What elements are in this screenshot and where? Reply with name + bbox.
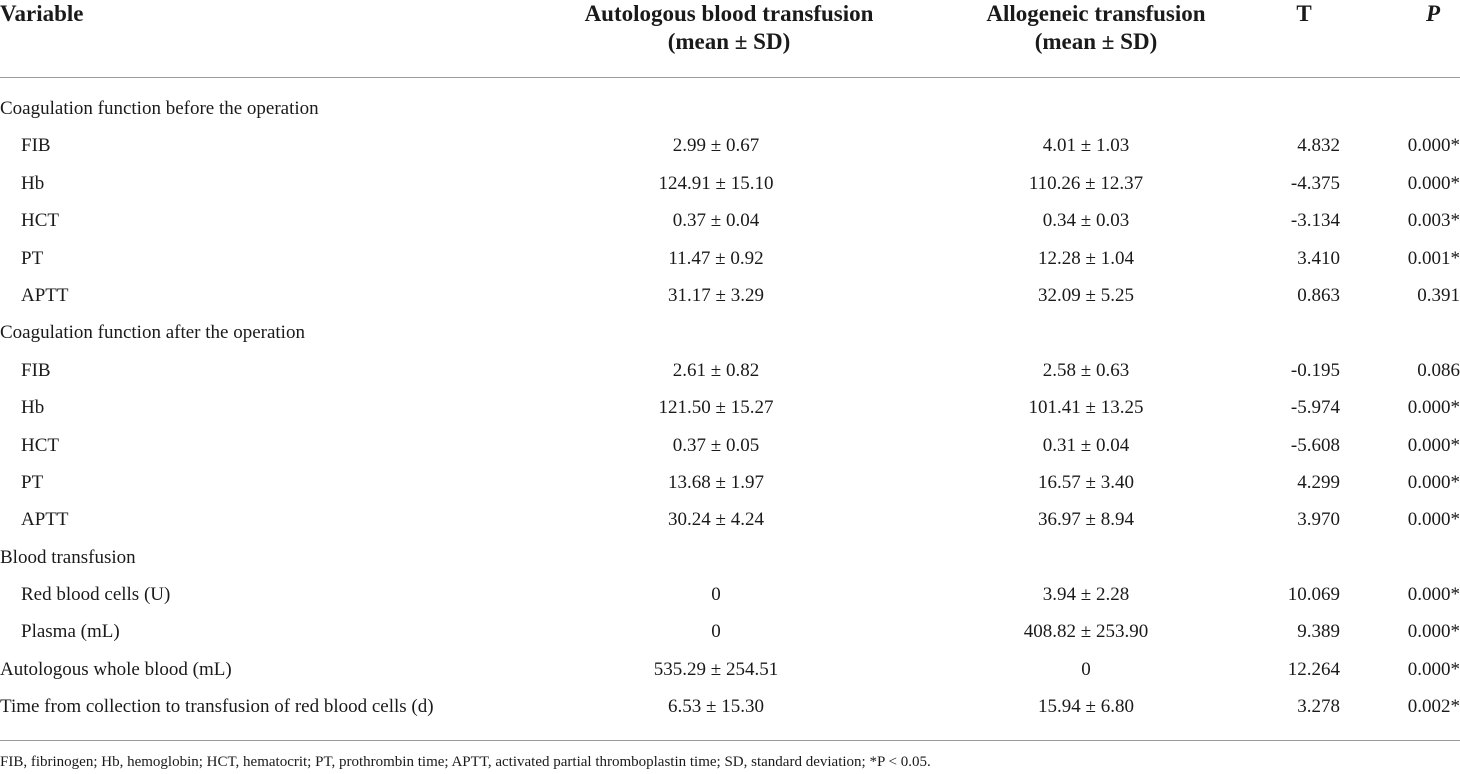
- table-row: [0, 389, 1460, 426]
- cell-variable: PT: [21, 247, 44, 269]
- header-allogeneic-line1: Allogeneic transfusion: [986, 1, 1206, 26]
- cell-t: 4.832: [1297, 135, 1340, 157]
- table-row-section: [0, 539, 1460, 576]
- cell-autologous: 0: [711, 584, 721, 606]
- cell-variable: Red blood cells (U): [21, 584, 171, 606]
- cell-allogeneic: 16.57 ± 3.40: [1038, 471, 1134, 493]
- table-row: [0, 613, 1460, 650]
- cell-t: -0.195: [1290, 359, 1340, 381]
- cell-t: -4.375: [1290, 172, 1340, 194]
- cell-variable: Time from collection to transfusion of red blood cells (d): [0, 696, 434, 718]
- table-row: [0, 352, 1460, 389]
- cell-autologous: 2.99 ± 0.67: [672, 135, 760, 157]
- cell-allogeneic: 0: [1081, 658, 1091, 680]
- cell-variable: Hb: [21, 397, 45, 419]
- cell-variable: FIB: [21, 359, 51, 381]
- cell-variable: Autologous whole blood (mL): [0, 658, 232, 680]
- table-row: [0, 165, 1460, 202]
- table-bottom-rule: [0, 740, 1460, 741]
- cell-allogeneic: 12.28 ± 1.04: [1038, 247, 1134, 269]
- table-row: [0, 127, 1460, 164]
- cell-p: 0.000*: [1407, 135, 1460, 157]
- table-row: [0, 501, 1460, 538]
- cell-p: 0.000*: [1407, 509, 1460, 531]
- cell-t: 9.389: [1297, 621, 1340, 643]
- table-row: [0, 651, 1460, 688]
- cell-allogeneic: 4.01 ± 1.03: [1042, 135, 1130, 157]
- cell-autologous: 535.29 ± 254.51: [653, 658, 779, 680]
- cell-p: 0.000*: [1407, 434, 1460, 456]
- cell-p: 0.000*: [1407, 584, 1460, 606]
- cell-autologous: 121.50 ± 15.27: [658, 397, 774, 419]
- cell-t: 0.863: [1297, 284, 1340, 306]
- table-header: [0, 0, 1460, 78]
- cell-variable: APTT: [21, 284, 69, 306]
- cell-allogeneic: 0.31 ± 0.04: [1042, 434, 1130, 456]
- cell-allogeneic: 110.26 ± 12.37: [1028, 172, 1144, 194]
- table-body: [0, 78, 1460, 726]
- table-row: [0, 202, 1460, 239]
- cell-t: -5.974: [1290, 397, 1340, 419]
- cell-variable: APTT: [21, 509, 69, 531]
- header-autologous: [556, 0, 902, 56]
- header-variable: Variable: [0, 1, 84, 26]
- cell-t: 4.299: [1297, 471, 1340, 493]
- cell-variable: Coagulation function after the operation: [0, 322, 305, 344]
- header-t: T: [1296, 1, 1312, 26]
- cell-autologous: 13.68 ± 1.97: [668, 471, 764, 493]
- cell-allogeneic: 101.41 ± 13.25: [1028, 397, 1144, 419]
- cell-allogeneic: 15.94 ± 6.80: [1038, 696, 1134, 718]
- cell-autologous: 0: [711, 621, 721, 643]
- table-row: [0, 688, 1460, 725]
- cell-p: 0.391: [1417, 284, 1460, 306]
- cell-variable: PT: [21, 471, 44, 493]
- cell-variable: FIB: [21, 135, 51, 157]
- cell-p: 0.000*: [1407, 658, 1460, 680]
- cell-t: 3.970: [1297, 509, 1340, 531]
- cell-t: -3.134: [1290, 210, 1340, 232]
- table-row: [0, 576, 1460, 613]
- table-row: [0, 464, 1460, 501]
- cell-t: 3.410: [1297, 247, 1340, 269]
- header-p: P: [1425, 1, 1441, 26]
- cell-autologous: 6.53 ± 15.30: [668, 696, 764, 718]
- table-row-section: [0, 314, 1460, 351]
- table-row: [0, 240, 1460, 277]
- cell-variable: Coagulation function before the operation: [0, 98, 319, 119]
- cell-p: 0.001*: [1407, 247, 1460, 269]
- table-row: [0, 277, 1460, 314]
- table-footnote: FIB, fibrinogen; Hb, hemoglobin; HCT, hematocrit; PT, prothrombin time; APTT, activated partial thromboplastin time; SD, standard deviation; *P < 0.05.: [0, 754, 931, 770]
- header-autologous-line2: (mean ± SD): [667, 29, 791, 54]
- cell-t: 10.069: [1287, 584, 1340, 606]
- cell-p: 0.000*: [1407, 471, 1460, 493]
- header-allogeneic: [960, 0, 1232, 56]
- cell-variable: HCT: [21, 210, 59, 232]
- cell-autologous: 0.37 ± 0.04: [672, 210, 760, 232]
- cell-autologous: 2.61 ± 0.82: [672, 359, 760, 381]
- cell-autologous: 30.24 ± 4.24: [668, 509, 764, 531]
- cell-p: 0.000*: [1407, 397, 1460, 419]
- cell-variable: Hb: [21, 172, 45, 194]
- table-row: [0, 427, 1460, 464]
- cell-p: 0.002*: [1407, 696, 1460, 718]
- cell-allogeneic: 0.34 ± 0.03: [1042, 210, 1130, 232]
- cell-t: 3.278: [1297, 696, 1340, 718]
- cell-allogeneic: 408.82 ± 253.90: [1023, 621, 1149, 643]
- cell-p: 0.086: [1417, 359, 1460, 381]
- cell-variable: Blood transfusion: [0, 546, 136, 568]
- cell-autologous: 0.37 ± 0.05: [672, 434, 760, 456]
- cell-variable: HCT: [21, 434, 59, 456]
- header-allogeneic-line2: (mean ± SD): [1034, 29, 1158, 54]
- cell-p: 0.000*: [1407, 172, 1460, 194]
- cell-allogeneic: 36.97 ± 8.94: [1038, 509, 1134, 531]
- header-autologous-line1: Autologous blood transfusion: [584, 1, 874, 26]
- table-row-section: [0, 90, 1460, 127]
- cell-p: 0.000*: [1407, 621, 1460, 643]
- cell-t: 12.264: [1287, 658, 1340, 680]
- cell-autologous: 11.47 ± 0.92: [668, 247, 764, 269]
- cell-allogeneic: 3.94 ± 2.28: [1042, 584, 1130, 606]
- cell-autologous: 31.17 ± 3.29: [668, 284, 764, 306]
- cell-autologous: 124.91 ± 15.10: [658, 172, 774, 194]
- cell-allogeneic: 2.58 ± 0.63: [1042, 359, 1130, 381]
- cell-allogeneic: 32.09 ± 5.25: [1038, 284, 1134, 306]
- cell-p: 0.003*: [1407, 210, 1460, 232]
- cell-t: -5.608: [1290, 434, 1340, 456]
- cell-variable: Plasma (mL): [21, 621, 120, 643]
